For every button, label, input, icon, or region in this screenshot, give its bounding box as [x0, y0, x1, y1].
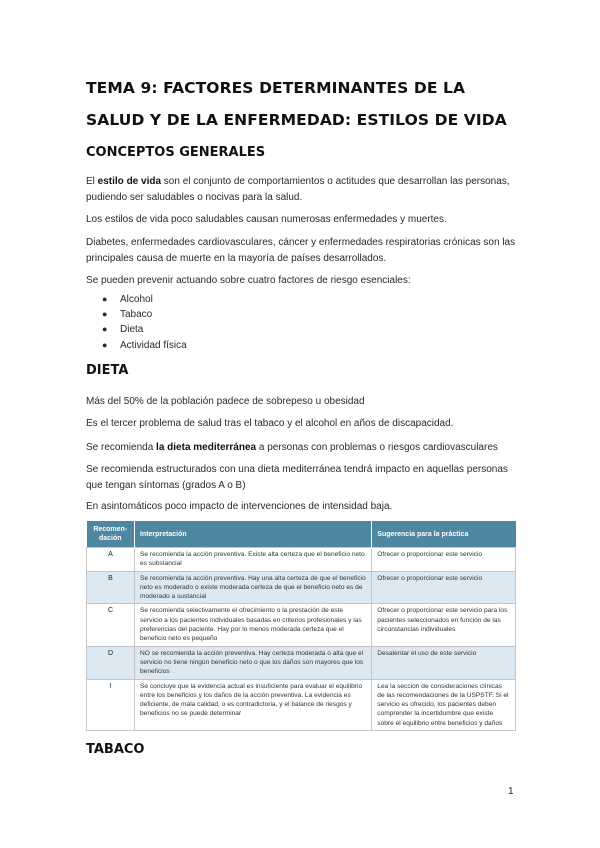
list-item: ● Dieta: [102, 324, 144, 336]
suggestion-cell: Ofrecer o proporcionar este servicio para los pacientes seleccionados en función de las circunstancias individuales: [372, 604, 516, 646]
table-row: [87, 679, 516, 730]
grade-cell: D: [87, 646, 135, 679]
grade-cell: B: [87, 571, 135, 604]
paragraph-enfermedades: Diabetes, enfermedades cardiovasculares, cáncer y enfermedades respiratorias crónicas son las principales causa de muerte en la mayoría de países desarrollados.: [86, 237, 516, 264]
interpretation-cell: Se concluye que la evidencia actual es insuficiente para evaluar el equilibrio entre los beneficios y los daños de la acción preventiva. La evidencia es deficiente, de mala calidad, o es contradictoria, y el balance de riesgos y beneficios no se puede determinar: [134, 679, 371, 730]
header-sugerencia: Sugerencia para la práctica: [372, 521, 516, 548]
section-heading-dieta: DIETA: [86, 363, 129, 378]
interpretation-cell: Se recomienda la acción preventiva. Hay una alta certeza de que el beneficio neto es moderado o existe moderada certeza de que el beneficio neto es de moderado a sustancial: [134, 571, 371, 604]
interpretation-cell: Se recomienda la acción preventiva. Existe alta certeza que el beneficio neto es substancial: [134, 548, 371, 572]
page-number: 1: [508, 786, 514, 797]
paragraph-estructurados: Se recomienda estructurados con una dieta mediterránea tendrá impacto en aquellas personas que tengan síntomas (grados A o B): [86, 464, 508, 491]
interpretation-cell: Se recomienda selectivamente el ofrecimiento o la prestación de este servicio a los pacientes individuales basadas en criterios profesionales y las preferencias del paciente. Hay por lo menos moderada certeza que el beneficio neto es pequeño: [134, 604, 371, 646]
paragraph-prevenir: Se pueden prevenir actuando sobre cuatro factores de riesgo esenciales:: [86, 275, 411, 286]
paragraph-estilo-de-vida: El estilo de vida son el conjunto de comportamientos o actitudes que desarrollan las personas, pudiendo ser saludables o nocivas para la salud.: [86, 176, 510, 203]
paragraph-asintomaticos: En asintomáticos poco impacto de intervenciones de intensidad baja.: [86, 501, 393, 512]
list-item: ● Tabaco: [102, 309, 153, 321]
paragraph-tercer-problema: Es el tercer problema de salud tras el tabaco y el alcohol en años de discapacidad.: [86, 418, 454, 429]
recommendation-table: [86, 521, 516, 731]
suggestion-cell: Desalentar el uso de este servicio: [372, 646, 516, 679]
suggestion-cell: Ofrecer o proporcionar este servicio: [372, 548, 516, 572]
section-heading-tabaco: TABACO: [86, 742, 145, 757]
table-row: [87, 604, 516, 646]
table-row: [87, 646, 516, 679]
grade-cell: C: [87, 604, 135, 646]
risk-factor-list: [102, 292, 187, 353]
page-title: TEMA 9: FACTORES DETERMINANTES DE LA SALUD Y DE LA ENFERMEDAD: ESTILOS DE VIDA: [86, 79, 507, 129]
table-header-row: [87, 521, 516, 548]
paragraph-estilos-poco-saludables: Los estilos de vida poco saludables causan numerosas enfermedades y muertes.: [86, 214, 447, 225]
suggestion-cell: Ofrecer o proporcionar este servicio: [372, 571, 516, 604]
paragraph-sobrepeso: Más del 50% de la población padece de sobrepeso u obesidad: [86, 396, 365, 407]
suggestion-cell: Lea la sección de consideraciones clínicas de las recomendaciones de la USPSTF. Si el servicio es ofrecido, los pacientes deben comprender la incertidumbre que existe sobre el equilibrio entre beneficios y daños: [372, 679, 516, 730]
table-row: [87, 548, 516, 572]
list-item: ● Alcohol: [102, 294, 153, 305]
table-row: [87, 571, 516, 604]
header-interpretacion: Interpretación: [134, 521, 371, 548]
interpretation-cell: NO se recomienda la acción preventiva. Hay certeza moderada o alta que el servicio no tiene ningún beneficio neto o que los daños son mayores que los beneficios: [134, 646, 371, 679]
paragraph-dieta-mediterranea: Se recomienda la dieta mediterránea a personas con problemas o riesgos cardiovasculares: [86, 442, 498, 453]
list-item: ● Actividad física: [102, 339, 187, 351]
section-heading-conceptos: CONCEPTOS GENERALES: [86, 145, 266, 160]
grade-cell: I: [87, 679, 135, 730]
grade-cell: A: [87, 548, 135, 572]
header-recomendacion: Recomen-dación: [87, 521, 135, 548]
